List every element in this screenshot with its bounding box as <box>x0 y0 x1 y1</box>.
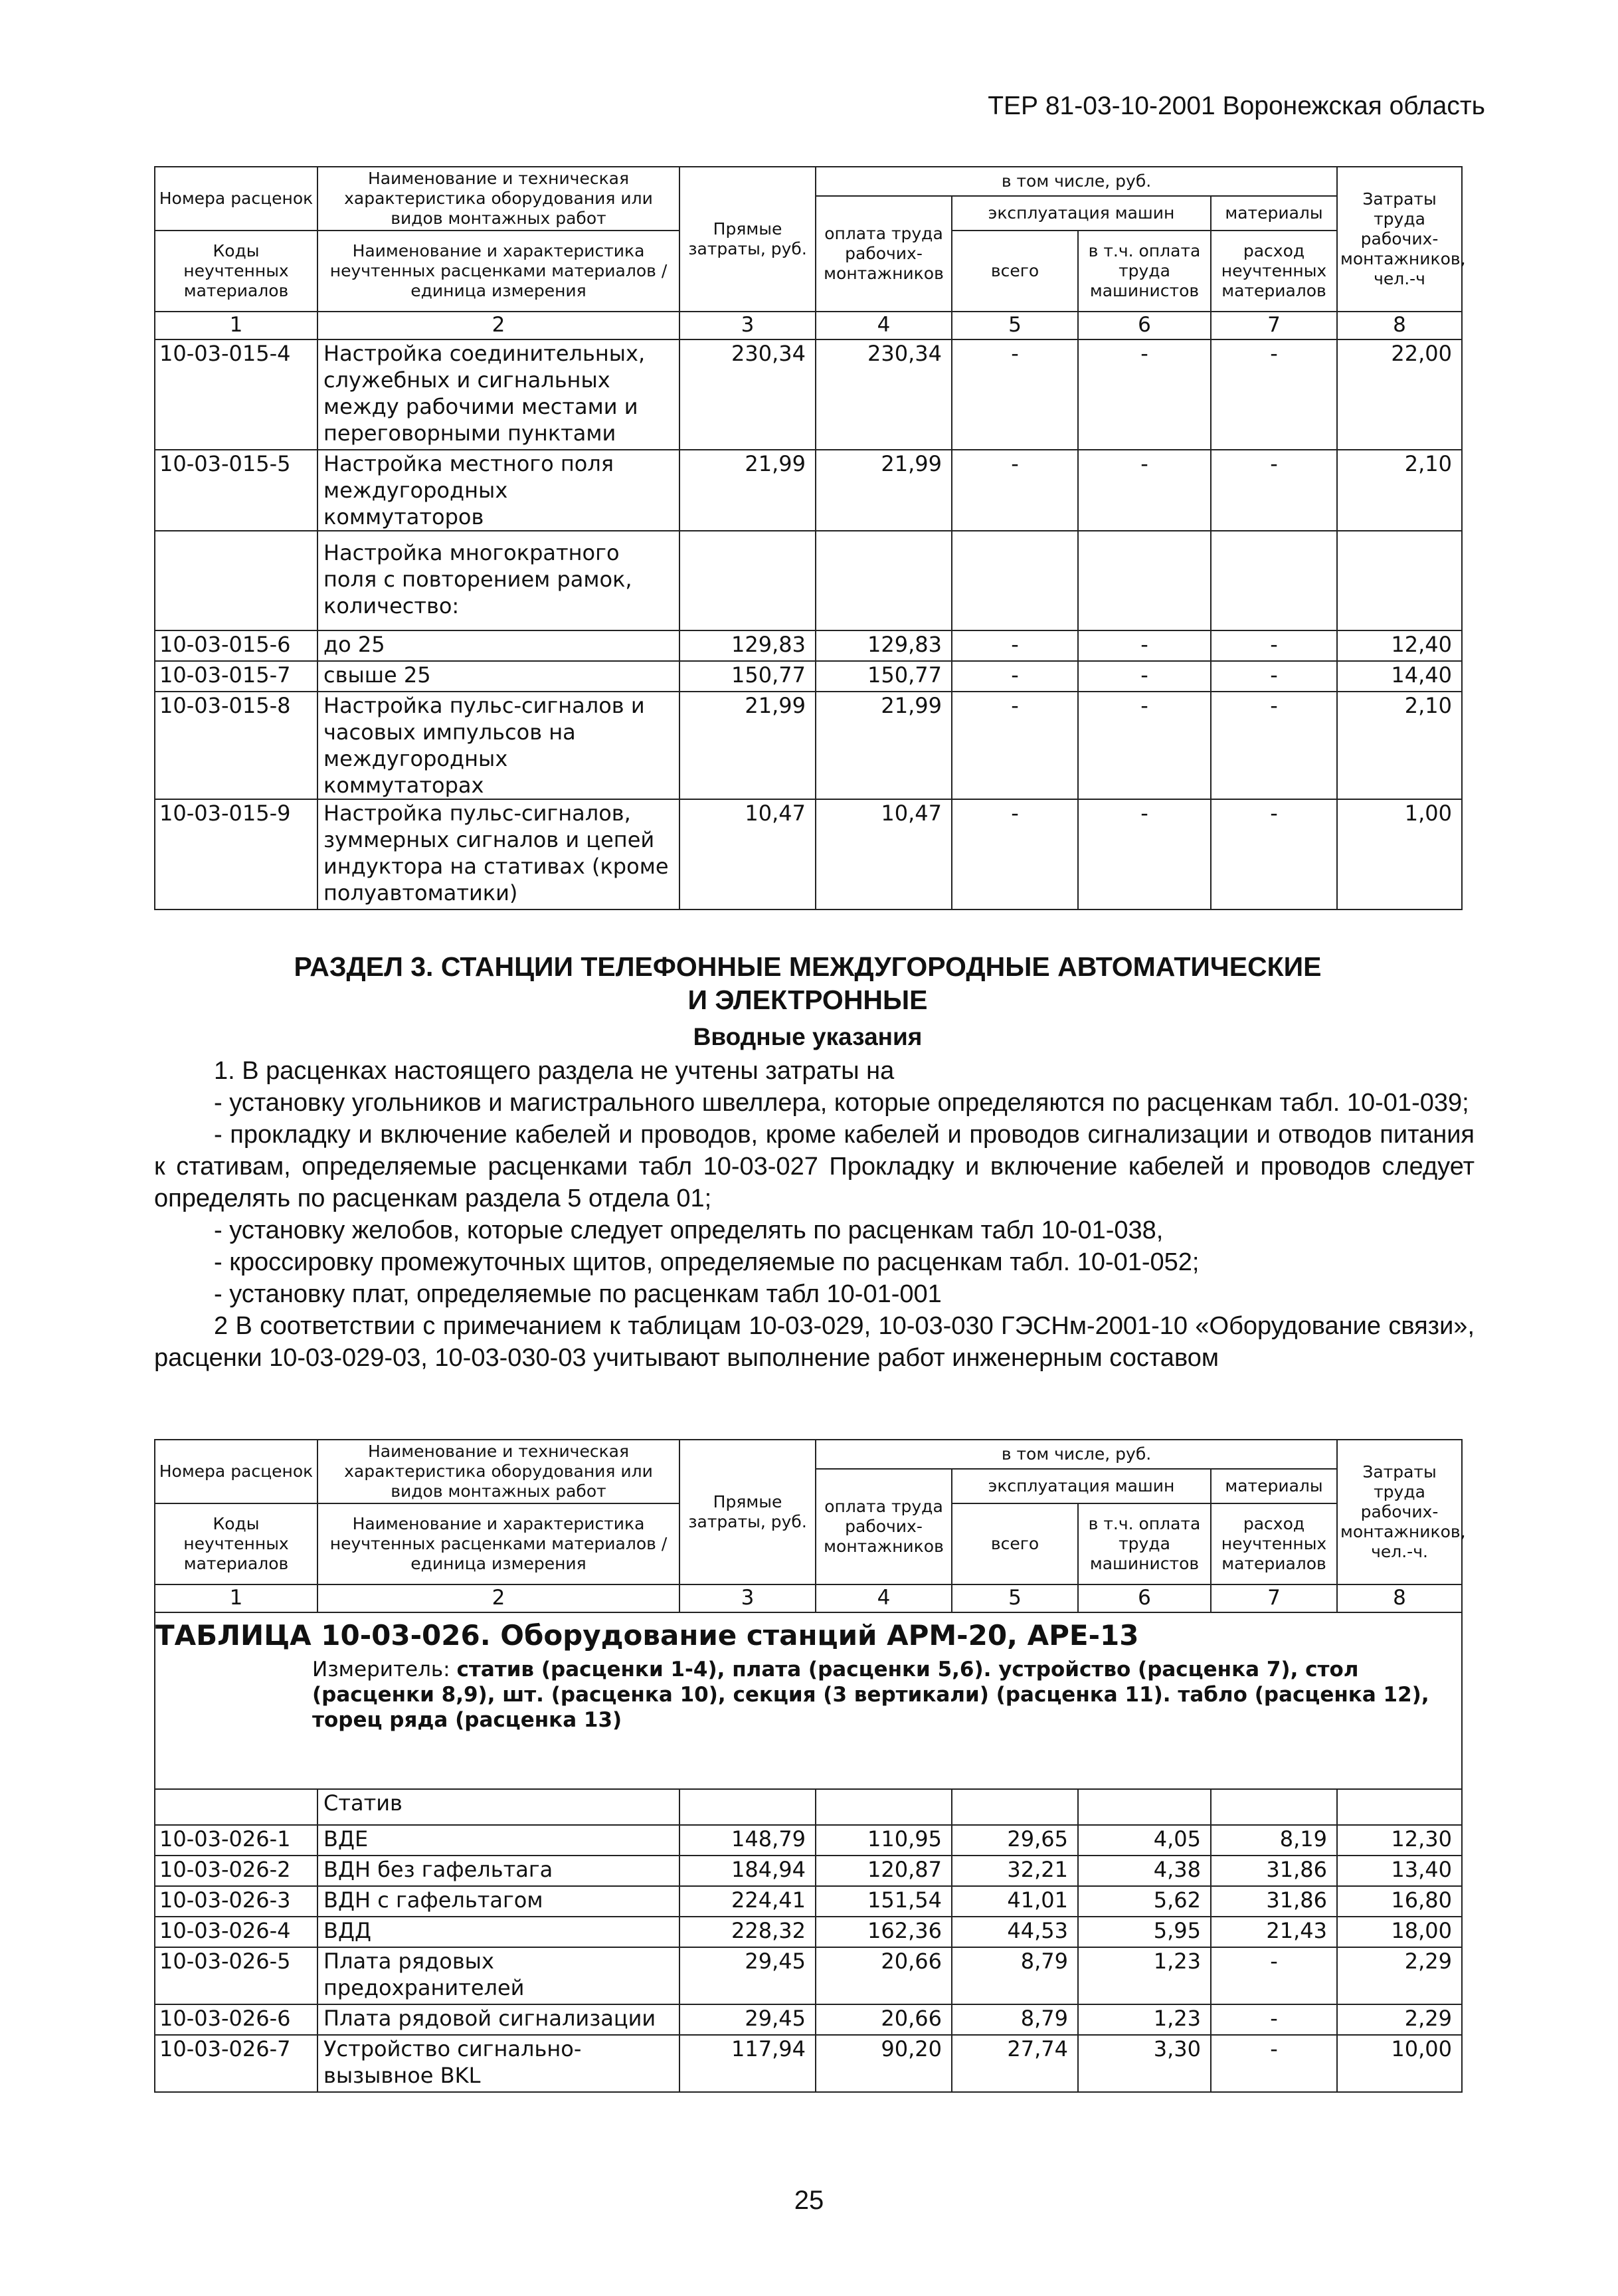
header-labor-pay: оплата труда рабочих-монтажников <box>816 196 952 312</box>
paragraph: 1. В расценках настоящего раздела не учтены затраты на <box>214 1057 895 1085</box>
rate-name: до 25 <box>317 630 679 661</box>
machines-pay: 1,23 <box>1078 2004 1211 2035</box>
labor-cost: 12,30 <box>1337 1825 1462 1856</box>
machines-total: 27,74 <box>952 2035 1078 2092</box>
header-labor-cost: Затраты труда рабочих-монтажников, чел.-ч <box>1337 167 1462 312</box>
header-materials-use: расход неучтенных материалов <box>1211 1503 1337 1584</box>
table-row <box>155 661 1462 692</box>
direct-costs: 184,94 <box>679 1856 816 1886</box>
table-header <box>155 167 1466 339</box>
rate-code: 10-03-015-7 <box>155 661 317 692</box>
group-label: Настройка многократного поля с повторением рамок, количество: <box>317 531 679 630</box>
rate-code: 10-03-026-1 <box>155 1825 317 1856</box>
labor-pay: 129,83 <box>816 630 952 661</box>
table-row <box>155 339 1462 450</box>
col-number: 7 <box>1211 1584 1337 1612</box>
table-row <box>155 1825 1462 1856</box>
col-number: 2 <box>317 312 679 339</box>
rate-code: 10-03-015-9 <box>155 799 317 909</box>
rate-name: Плата рядовой сигнализации <box>317 2004 679 2035</box>
materials: - <box>1211 2035 1337 2092</box>
header-machines: эксплуатация машин <box>952 196 1211 231</box>
header-labor-cost: Затраты труда рабочих-монтажников, чел.-ч. <box>1337 1440 1462 1584</box>
labor-cost: 16,80 <box>1337 1886 1462 1917</box>
labor-cost <box>1337 531 1462 630</box>
header-materials: материалы <box>1211 1469 1337 1503</box>
rate-code: 10-03-026-4 <box>155 1917 317 1947</box>
rate-name: ВДД <box>317 1917 679 1947</box>
machines-total: - <box>952 692 1078 799</box>
table-row <box>155 1886 1462 1917</box>
rate-code: 10-03-015-6 <box>155 630 317 661</box>
labor-cost: 2,29 <box>1337 2004 1462 2035</box>
header-direct-costs: Прямые затраты, руб. <box>679 167 816 312</box>
labor-cost: 1,00 <box>1337 799 1462 909</box>
labor-cost: 2,10 <box>1337 692 1462 799</box>
labor-pay: 151,54 <box>816 1886 952 1917</box>
machines-pay: 3,30 <box>1078 2035 1211 2092</box>
labor-pay: 10,47 <box>816 799 952 909</box>
rates-table-10-03-026 <box>154 1439 1466 2093</box>
header-materials: материалы <box>1211 196 1337 231</box>
table-title-row <box>155 1612 1462 1789</box>
direct-costs: 148,79 <box>679 1825 816 1856</box>
direct-costs: 129,83 <box>679 630 816 661</box>
rate-code <box>155 531 317 630</box>
direct-costs: 21,99 <box>679 450 816 531</box>
machines-total: 29,65 <box>952 1825 1078 1856</box>
machines-pay: 4,05 <box>1078 1825 1211 1856</box>
header-name-bottom: Наименование и характеристика неучтенных расценками материалов / единица измерения <box>317 231 679 312</box>
rate-code: 10-03-015-8 <box>155 692 317 799</box>
machines-pay: 1,23 <box>1078 1947 1211 2004</box>
labor-pay: 90,20 <box>816 2035 952 2092</box>
header-materials-use: расход неучтенных материалов <box>1211 231 1337 312</box>
materials: - <box>1211 339 1337 450</box>
rate-code <box>155 1789 317 1825</box>
header-name-top: Наименование и техническая характеристика оборудования или видов монтажных работ <box>317 1440 679 1503</box>
materials <box>1211 1789 1337 1825</box>
header-name-top: Наименование и техническая характеристика оборудования или видов монтажных работ <box>317 167 679 231</box>
header-machines-total: всего <box>952 1503 1078 1584</box>
machines-pay: - <box>1078 630 1211 661</box>
labor-pay: 110,95 <box>816 1825 952 1856</box>
col-number: 1 <box>155 312 317 339</box>
machines-total: - <box>952 450 1078 531</box>
col-number: 3 <box>679 1584 816 1612</box>
table-measure <box>155 1654 1461 1737</box>
measure-text: статив (расценки 1-4), плата (расценки 5,6). устройство (расценка 7), стол (расценки 8,9), шт. (расценка 10), секция (3 вертикали) (расценка 11). табло (расценка 12), торец ряда (расценка 13) <box>312 1658 1429 1732</box>
rate-name: ВДЕ <box>317 1825 679 1856</box>
col-number: 4 <box>816 1584 952 1612</box>
header-including: в том числе, руб. <box>816 1440 1337 1469</box>
rate-name: ВДН с гафельтагом <box>317 1886 679 1917</box>
direct-costs: 29,45 <box>679 2004 816 2035</box>
labor-pay: 20,66 <box>816 1947 952 2004</box>
materials: - <box>1211 799 1337 909</box>
rate-name: Плата рядовых предохранителей <box>317 1947 679 2004</box>
table-row <box>155 2004 1462 2035</box>
paragraph: - прокладку и включение кабелей и проводов, кроме кабелей и проводов сигнализации и отводов питания к стативам, определяемые расценками табл 10-03-027 Прокладку и включение кабелей и проводов следует определять по расценкам раздела 5 отдела 01; <box>154 1121 1475 1212</box>
materials: 31,86 <box>1211 1886 1337 1917</box>
materials: - <box>1211 630 1337 661</box>
rate-code: 10-03-026-2 <box>155 1856 317 1886</box>
rates-table-10-03-015 <box>154 166 1466 910</box>
materials: - <box>1211 661 1337 692</box>
materials <box>1211 531 1337 630</box>
machines-total: 44,53 <box>952 1917 1078 1947</box>
table-title-cell <box>155 1612 1462 1789</box>
section-title <box>154 950 1461 1016</box>
header-machines-pay: в т.ч. оплата труда машинистов <box>1078 1503 1211 1584</box>
rate-name: ВДН без гафельтага <box>317 1856 679 1886</box>
table-row-group <box>155 531 1462 630</box>
machines-total: - <box>952 630 1078 661</box>
rate-name: свыше 25 <box>317 661 679 692</box>
table-row <box>155 630 1462 661</box>
rate-code: 10-03-015-5 <box>155 450 317 531</box>
direct-costs <box>679 1789 816 1825</box>
labor-pay <box>816 1789 952 1825</box>
labor-cost: 12,40 <box>1337 630 1462 661</box>
table-row <box>155 1917 1462 1947</box>
labor-cost: 22,00 <box>1337 339 1462 450</box>
labor-cost: 2,29 <box>1337 1947 1462 2004</box>
col-number: 8 <box>1337 312 1462 339</box>
labor-pay: 162,36 <box>816 1917 952 1947</box>
table-row <box>155 1856 1462 1886</box>
machines-pay <box>1078 531 1211 630</box>
labor-cost <box>1337 1789 1462 1825</box>
materials: 21,43 <box>1211 1917 1337 1947</box>
header-codes-top: Номера расценок <box>155 167 317 231</box>
direct-costs: 224,41 <box>679 1886 816 1917</box>
materials: - <box>1211 450 1337 531</box>
machines-pay: 5,95 <box>1078 1917 1211 1947</box>
labor-pay: 21,99 <box>816 450 952 531</box>
page-number: 25 <box>794 2186 824 2215</box>
header-codes-bottom: Коды неучтенных материалов <box>155 231 317 312</box>
labor-pay: 230,34 <box>816 339 952 450</box>
table-row <box>155 1947 1462 2004</box>
table-title: ТАБЛИЦА 10-03-026. Оборудование станций АРМ-20, АРЕ-13 <box>155 1619 1139 1652</box>
table-row-group <box>155 1789 1462 1825</box>
col-number: 1 <box>155 1584 317 1612</box>
machines-total <box>952 531 1078 630</box>
machines-pay: - <box>1078 339 1211 450</box>
table-body <box>155 339 1462 909</box>
machines-total: 32,21 <box>952 1856 1078 1886</box>
machines-pay: 4,38 <box>1078 1856 1211 1886</box>
paragraph: - установку плат, определяемые по расценкам табл 10-01-001 <box>214 1280 942 1308</box>
machines-pay: - <box>1078 450 1211 531</box>
col-number: 5 <box>952 312 1078 339</box>
header-codes-top: Номера расценок <box>155 1440 317 1503</box>
table-header <box>155 1440 1466 1612</box>
header-machines-pay: в т.ч. оплата труда машинистов <box>1078 231 1211 312</box>
materials: - <box>1211 2004 1337 2035</box>
rate-code: 10-03-026-6 <box>155 2004 317 2035</box>
col-number: 5 <box>952 1584 1078 1612</box>
labor-cost: 13,40 <box>1337 1856 1462 1886</box>
paragraph: - установку желобов, которые следует определять по расценкам табл 10-01-038, <box>214 1216 1164 1244</box>
rate-name: Настройка пульс-сигналов и часовых импульсов на междугородных коммутаторах <box>317 692 679 799</box>
section-title-line2: И ЭЛЕКТРОННЫЕ <box>687 985 928 1015</box>
machines-total: - <box>952 799 1078 909</box>
labor-cost: 14,40 <box>1337 661 1462 692</box>
header-direct-costs: Прямые затраты, руб. <box>679 1440 816 1584</box>
machines-pay: - <box>1078 661 1211 692</box>
col-number: 7 <box>1211 312 1337 339</box>
machines-total: 41,01 <box>952 1886 1078 1917</box>
rate-name: Настройка соединительных, служебных и сигнальных между рабочими местами и переговорными пунктами <box>317 339 679 450</box>
materials: 31,86 <box>1211 1856 1337 1886</box>
labor-cost: 18,00 <box>1337 1917 1462 1947</box>
rate-code: 10-03-015-4 <box>155 339 317 450</box>
header-machines-total: всего <box>952 231 1078 312</box>
materials: - <box>1211 1947 1337 2004</box>
machines-total: 8,79 <box>952 2004 1078 2035</box>
machines-pay: - <box>1078 799 1211 909</box>
machines-pay: - <box>1078 692 1211 799</box>
header-labor-pay: оплата труда рабочих-монтажников <box>816 1469 952 1584</box>
col-number: 3 <box>679 312 816 339</box>
col-number: 2 <box>317 1584 679 1612</box>
materials: - <box>1211 692 1337 799</box>
direct-costs: 117,94 <box>679 2035 816 2092</box>
table-row <box>155 450 1462 531</box>
direct-costs: 21,99 <box>679 692 816 799</box>
labor-pay <box>816 531 952 630</box>
rate-name: Устройство сигнально-вызывное BKL <box>317 2035 679 2092</box>
direct-costs: 228,32 <box>679 1917 816 1947</box>
labor-pay: 21,99 <box>816 692 952 799</box>
section-title-line1: РАЗДЕЛ 3. СТАНЦИИ ТЕЛЕФОННЫЕ МЕЖДУГОРОДНЫЕ АВТОМАТИЧЕСКИЕ <box>294 951 1322 982</box>
group-label: Статив <box>317 1789 679 1825</box>
direct-costs: 29,45 <box>679 1947 816 2004</box>
machines-total: 8,79 <box>952 1947 1078 2004</box>
table-body <box>155 1612 1462 2092</box>
rate-code: 10-03-026-5 <box>155 1947 317 2004</box>
table-row <box>155 2035 1462 2092</box>
col-number: 6 <box>1078 312 1211 339</box>
direct-costs: 10,47 <box>679 799 816 909</box>
header-codes-bottom: Коды неучтенных материалов <box>155 1503 317 1584</box>
labor-cost: 2,10 <box>1337 450 1462 531</box>
rate-name: Настройка пульс-сигналов, зуммерных сигналов и цепей индуктора на стативах (кроме полуавтоматики) <box>317 799 679 909</box>
machines-pay: 5,62 <box>1078 1886 1211 1917</box>
table-row <box>155 799 1462 909</box>
materials: 8,19 <box>1211 1825 1337 1856</box>
header-machines: эксплуатация машин <box>952 1469 1211 1503</box>
paragraph: - кроссировку промежуточных щитов, определяемые по расценкам табл. 10-01-052; <box>214 1248 1200 1276</box>
machines-total: - <box>952 661 1078 692</box>
labor-cost: 10,00 <box>1337 2035 1462 2092</box>
paragraph: - установку угольников и магистрального швеллера, которые определяются по расценкам табл. 10-01-039; <box>214 1089 1469 1117</box>
paragraph: 2 В соответствии с примечанием к таблицам 10-03-029, 10-03-030 ГЭСНм-2001-10 «Оборудование связи», расценки 10-03-029-03, 10-03-030-03 учитывают выполнение работ инженерным составом <box>154 1312 1475 1372</box>
labor-pay: 120,87 <box>816 1856 952 1886</box>
header-including: в том числе, руб. <box>816 167 1337 196</box>
col-number: 6 <box>1078 1584 1211 1612</box>
col-number: 4 <box>816 312 952 339</box>
direct-costs: 150,77 <box>679 661 816 692</box>
machines-total: - <box>952 339 1078 450</box>
running-header: ТЕР 81-03-10-2001 Воронежская область <box>988 92 1485 120</box>
machines-total <box>952 1789 1078 1825</box>
labor-pay: 150,77 <box>816 661 952 692</box>
rate-code: 10-03-026-7 <box>155 2035 317 2092</box>
rate-name: Настройка местного поля междугородных коммутаторов <box>317 450 679 531</box>
labor-pay: 20,66 <box>816 2004 952 2035</box>
rate-code: 10-03-026-3 <box>155 1886 317 1917</box>
direct-costs <box>679 531 816 630</box>
measure-label: Измеритель: <box>312 1658 450 1681</box>
machines-pay <box>1078 1789 1211 1825</box>
introductory-notes <box>154 1055 1475 1374</box>
direct-costs: 230,34 <box>679 339 816 450</box>
table-row <box>155 692 1462 799</box>
col-number: 8 <box>1337 1584 1462 1612</box>
header-name-bottom: Наименование и характеристика неучтенных расценками материалов / единица измерения <box>317 1503 679 1584</box>
section-subtitle: Вводные указания <box>693 1023 923 1050</box>
